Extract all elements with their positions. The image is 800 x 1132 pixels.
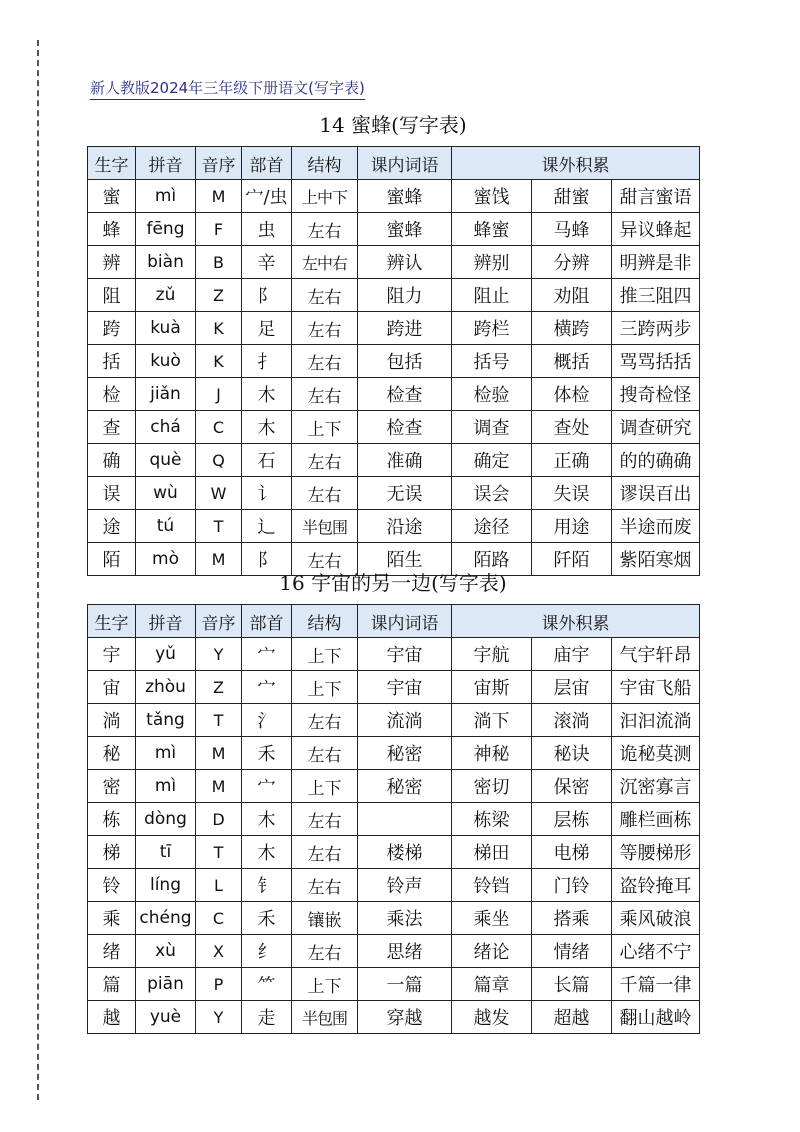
extra-word-cell: 层宙 xyxy=(532,671,612,704)
extra-word-cell: 淌下 xyxy=(452,704,532,737)
extra-idiom-cell: 宇宙飞船 xyxy=(612,671,700,704)
pinyin-cell: mì xyxy=(136,770,196,803)
header-extra: 课外积累 xyxy=(452,147,700,180)
pinyin-cell: chéng xyxy=(136,902,196,935)
header-structure: 结构 xyxy=(292,605,358,638)
structure-cell: 左右 xyxy=(292,477,358,510)
table-row xyxy=(88,345,700,378)
index-cell: Z xyxy=(196,279,242,312)
structure-cell: 上下 xyxy=(292,638,358,671)
char-cell: 蜜 xyxy=(88,180,136,213)
table-row xyxy=(88,246,700,279)
extra-word-cell: 括号 xyxy=(452,345,532,378)
extra-word-cell: 宙斯 xyxy=(452,671,532,704)
table-row xyxy=(88,671,700,704)
index-cell: W xyxy=(196,477,242,510)
radical-cell: 钅 xyxy=(242,869,292,902)
index-cell: T xyxy=(196,510,242,543)
structure-cell: 左右 xyxy=(292,803,358,836)
pinyin-cell: mì xyxy=(136,180,196,213)
index-cell: K xyxy=(196,312,242,345)
index-cell: F xyxy=(196,213,242,246)
table-header-row xyxy=(88,147,700,180)
extra-word-cell: 庙宇 xyxy=(532,638,612,671)
table-row xyxy=(88,213,700,246)
extra-word-cell: 调查 xyxy=(452,411,532,444)
table-row xyxy=(88,180,700,213)
extra-idiom-cell: 盗铃掩耳 xyxy=(612,869,700,902)
char-cell: 途 xyxy=(88,510,136,543)
extra-word-cell: 用途 xyxy=(532,510,612,543)
structure-cell: 左中右 xyxy=(292,246,358,279)
radical-cell: 虫 xyxy=(242,213,292,246)
table-row xyxy=(88,510,700,543)
extra-word-cell: 情绪 xyxy=(532,935,612,968)
table-row xyxy=(88,704,700,737)
index-cell: M xyxy=(196,737,242,770)
extra-word-cell: 门铃 xyxy=(532,869,612,902)
lesson-16-table xyxy=(87,604,700,1034)
header-structure: 结构 xyxy=(292,147,358,180)
structure-cell: 左右 xyxy=(292,935,358,968)
in-class-word-cell: 流淌 xyxy=(358,704,452,737)
table-row xyxy=(88,770,700,803)
in-class-word-cell: 检查 xyxy=(358,411,452,444)
structure-cell: 左右 xyxy=(292,543,358,576)
header-char: 生字 xyxy=(88,147,136,180)
lesson-14-table xyxy=(87,146,700,576)
extra-idiom-cell: 骂骂括括 xyxy=(612,345,700,378)
index-cell: T xyxy=(196,836,242,869)
extra-idiom-cell: 诡秘莫测 xyxy=(612,737,700,770)
table-row xyxy=(88,312,700,345)
structure-cell: 左右 xyxy=(292,737,358,770)
extra-word-cell: 绪论 xyxy=(452,935,532,968)
pinyin-cell: mò xyxy=(136,543,196,576)
structure-cell: 上下 xyxy=(292,671,358,704)
extra-word-cell: 铃铛 xyxy=(452,869,532,902)
index-cell: M xyxy=(196,543,242,576)
table-row xyxy=(88,638,700,671)
radical-cell: 宀 xyxy=(242,638,292,671)
extra-idiom-cell: 气宇轩昂 xyxy=(612,638,700,671)
structure-cell: 上下 xyxy=(292,411,358,444)
radical-cell: 宀/虫 xyxy=(242,180,292,213)
in-class-word-cell: 楼梯 xyxy=(358,836,452,869)
index-cell: D xyxy=(196,803,242,836)
extra-word-cell: 长篇 xyxy=(532,968,612,1001)
pinyin-cell: kuò xyxy=(136,345,196,378)
in-class-word-cell: 陌生 xyxy=(358,543,452,576)
in-class-word-cell: 蜜蜂 xyxy=(358,180,452,213)
extra-word-cell: 栋梁 xyxy=(452,803,532,836)
header-char: 生字 xyxy=(88,605,136,638)
in-class-word-cell: 一篇 xyxy=(358,968,452,1001)
extra-word-cell: 梯田 xyxy=(452,836,532,869)
in-class-word-cell: 乘法 xyxy=(358,902,452,935)
char-cell: 篇 xyxy=(88,968,136,1001)
index-cell: B xyxy=(196,246,242,279)
pinyin-cell: zǔ xyxy=(136,279,196,312)
char-cell: 跨 xyxy=(88,312,136,345)
extra-word-cell: 劝阻 xyxy=(532,279,612,312)
radical-cell: 辛 xyxy=(242,246,292,279)
char-cell: 密 xyxy=(88,770,136,803)
extra-word-cell: 误会 xyxy=(452,477,532,510)
extra-idiom-cell: 三跨两步 xyxy=(612,312,700,345)
index-cell: Z xyxy=(196,671,242,704)
index-cell: C xyxy=(196,411,242,444)
pinyin-cell: tǎng xyxy=(136,704,196,737)
char-cell: 查 xyxy=(88,411,136,444)
in-class-word-cell: 跨进 xyxy=(358,312,452,345)
pinyin-cell: tī xyxy=(136,836,196,869)
index-cell: J xyxy=(196,378,242,411)
table-header-row xyxy=(88,605,700,638)
index-cell: Q xyxy=(196,444,242,477)
extra-word-cell: 跨栏 xyxy=(452,312,532,345)
char-cell: 栋 xyxy=(88,803,136,836)
lesson-14-title: 14 蜜蜂(写字表) xyxy=(319,113,467,137)
extra-word-cell: 滚淌 xyxy=(532,704,612,737)
pinyin-cell: xù xyxy=(136,935,196,968)
index-cell: T xyxy=(196,704,242,737)
radical-cell: 阝 xyxy=(242,279,292,312)
extra-word-cell: 阻止 xyxy=(452,279,532,312)
in-class-word-cell: 秘密 xyxy=(358,737,452,770)
index-cell: C xyxy=(196,902,242,935)
in-class-word-cell: 包括 xyxy=(358,345,452,378)
char-cell: 秘 xyxy=(88,737,136,770)
char-cell: 淌 xyxy=(88,704,136,737)
pinyin-cell: dòng xyxy=(136,803,196,836)
lesson-16-title: 16 宇宙的另一边(写字表) xyxy=(279,571,507,595)
in-class-word-cell xyxy=(358,803,452,836)
radical-cell: 木 xyxy=(242,411,292,444)
in-class-word-cell: 宇宙 xyxy=(358,671,452,704)
radical-cell: 禾 xyxy=(242,737,292,770)
extra-word-cell: 蜜饯 xyxy=(452,180,532,213)
table-row xyxy=(88,411,700,444)
structure-cell: 上中下 xyxy=(292,180,358,213)
pinyin-cell: zhòu xyxy=(136,671,196,704)
char-cell: 辨 xyxy=(88,246,136,279)
radical-cell: 扌 xyxy=(242,345,292,378)
in-class-word-cell: 检查 xyxy=(358,378,452,411)
header-radical: 部首 xyxy=(242,147,292,180)
char-cell: 宙 xyxy=(88,671,136,704)
structure-cell: 左右 xyxy=(292,312,358,345)
structure-cell: 左右 xyxy=(292,869,358,902)
extra-idiom-cell: 沉密寡言 xyxy=(612,770,700,803)
extra-word-cell: 宇航 xyxy=(452,638,532,671)
structure-cell: 左右 xyxy=(292,444,358,477)
radical-cell: 氵 xyxy=(242,704,292,737)
extra-idiom-cell: 翻山越岭 xyxy=(612,1001,700,1034)
pinyin-cell: yuè xyxy=(136,1001,196,1034)
char-cell: 梯 xyxy=(88,836,136,869)
radical-cell: 宀 xyxy=(242,671,292,704)
pinyin-cell: mì xyxy=(136,737,196,770)
extra-word-cell: 陌路 xyxy=(452,543,532,576)
pinyin-cell: kuà xyxy=(136,312,196,345)
extra-word-cell: 越发 xyxy=(452,1001,532,1034)
radical-cell: 石 xyxy=(242,444,292,477)
in-class-word-cell: 辨认 xyxy=(358,246,452,279)
extra-idiom-cell: 搜奇检怪 xyxy=(612,378,700,411)
char-cell: 蜂 xyxy=(88,213,136,246)
in-class-word-cell: 阻力 xyxy=(358,279,452,312)
index-cell: K xyxy=(196,345,242,378)
extra-idiom-cell: 千篇一律 xyxy=(612,968,700,1001)
extra-idiom-cell: 推三阻四 xyxy=(612,279,700,312)
extra-word-cell: 甜蜜 xyxy=(532,180,612,213)
radical-cell: 纟 xyxy=(242,935,292,968)
table-row xyxy=(88,477,700,510)
extra-word-cell: 辨别 xyxy=(452,246,532,279)
extra-word-cell: 层栋 xyxy=(532,803,612,836)
index-cell: Y xyxy=(196,1001,242,1034)
index-cell: P xyxy=(196,968,242,1001)
pinyin-cell: fēng xyxy=(136,213,196,246)
extra-word-cell: 查处 xyxy=(532,411,612,444)
extra-idiom-cell: 异议蜂起 xyxy=(612,213,700,246)
table-row xyxy=(88,1001,700,1034)
in-class-word-cell: 宇宙 xyxy=(358,638,452,671)
structure-cell: 左右 xyxy=(292,279,358,312)
structure-cell: 左右 xyxy=(292,836,358,869)
header-in-class: 课内词语 xyxy=(358,147,452,180)
radical-cell: 阝 xyxy=(242,543,292,576)
char-cell: 铃 xyxy=(88,869,136,902)
radical-cell: ⺮ xyxy=(242,968,292,1001)
table-row xyxy=(88,935,700,968)
in-class-word-cell: 蜜蜂 xyxy=(358,213,452,246)
radical-cell: 木 xyxy=(242,378,292,411)
in-class-word-cell: 准确 xyxy=(358,444,452,477)
char-cell: 误 xyxy=(88,477,136,510)
structure-cell: 左右 xyxy=(292,345,358,378)
pinyin-cell: què xyxy=(136,444,196,477)
extra-idiom-cell: 心绪不宁 xyxy=(612,935,700,968)
extra-idiom-cell: 雕栏画栋 xyxy=(612,803,700,836)
index-cell: X xyxy=(196,935,242,968)
char-cell: 宇 xyxy=(88,638,136,671)
header-index: 音序 xyxy=(196,147,242,180)
extra-idiom-cell: 谬误百出 xyxy=(612,477,700,510)
extra-word-cell: 检验 xyxy=(452,378,532,411)
table-row xyxy=(88,869,700,902)
structure-cell: 左右 xyxy=(292,213,358,246)
extra-idiom-cell: 半途而废 xyxy=(612,510,700,543)
index-cell: M xyxy=(196,180,242,213)
structure-cell: 左右 xyxy=(292,378,358,411)
header-radical: 部首 xyxy=(242,605,292,638)
extra-word-cell: 电梯 xyxy=(532,836,612,869)
char-cell: 陌 xyxy=(88,543,136,576)
in-class-word-cell: 思绪 xyxy=(358,935,452,968)
extra-idiom-cell: 汩汩流淌 xyxy=(612,704,700,737)
extra-idiom-cell: 明辨是非 xyxy=(612,246,700,279)
index-cell: L xyxy=(196,869,242,902)
extra-word-cell: 确定 xyxy=(452,444,532,477)
header-index: 音序 xyxy=(196,605,242,638)
extra-word-cell: 神秘 xyxy=(452,737,532,770)
extra-word-cell: 概括 xyxy=(532,345,612,378)
table-row xyxy=(88,968,700,1001)
extra-word-cell: 途径 xyxy=(452,510,532,543)
extra-word-cell: 保密 xyxy=(532,770,612,803)
radical-cell: 讠 xyxy=(242,477,292,510)
document-header: 新人教版2024年三年级下册语文(写字表) xyxy=(90,78,365,100)
extra-word-cell: 密切 xyxy=(452,770,532,803)
extra-idiom-cell: 乘风破浪 xyxy=(612,902,700,935)
extra-idiom-cell: 紫陌寒烟 xyxy=(612,543,700,576)
extra-word-cell: 阡陌 xyxy=(532,543,612,576)
extra-word-cell: 篇章 xyxy=(452,968,532,1001)
extra-word-cell: 蜂蜜 xyxy=(452,213,532,246)
extra-word-cell: 马蜂 xyxy=(532,213,612,246)
structure-cell: 半包围 xyxy=(292,1001,358,1034)
header-pinyin: 拼音 xyxy=(136,147,196,180)
in-class-word-cell: 铃声 xyxy=(358,869,452,902)
structure-cell: 上下 xyxy=(292,770,358,803)
char-cell: 确 xyxy=(88,444,136,477)
radical-cell: 木 xyxy=(242,803,292,836)
radical-cell: 禾 xyxy=(242,902,292,935)
header-extra: 课外积累 xyxy=(452,605,700,638)
extra-idiom-cell: 的的确确 xyxy=(612,444,700,477)
table-row xyxy=(88,836,700,869)
extra-word-cell: 体检 xyxy=(532,378,612,411)
radical-cell: 足 xyxy=(242,312,292,345)
index-cell: M xyxy=(196,770,242,803)
in-class-word-cell: 秘密 xyxy=(358,770,452,803)
radical-cell: 走 xyxy=(242,1001,292,1034)
radical-cell: 宀 xyxy=(242,770,292,803)
char-cell: 绪 xyxy=(88,935,136,968)
table-row xyxy=(88,737,700,770)
radical-cell: 木 xyxy=(242,836,292,869)
header-pinyin: 拼音 xyxy=(136,605,196,638)
pinyin-cell: biàn xyxy=(136,246,196,279)
pinyin-cell: tú xyxy=(136,510,196,543)
extra-word-cell: 搭乘 xyxy=(532,902,612,935)
extra-idiom-cell: 调查研究 xyxy=(612,411,700,444)
header-in-class: 课内词语 xyxy=(358,605,452,638)
pinyin-cell: jiǎn xyxy=(136,378,196,411)
extra-word-cell: 分辨 xyxy=(532,246,612,279)
table-row xyxy=(88,444,700,477)
table-row xyxy=(88,803,700,836)
extra-word-cell: 超越 xyxy=(532,1001,612,1034)
char-cell: 括 xyxy=(88,345,136,378)
pinyin-cell: piān xyxy=(136,968,196,1001)
pinyin-cell: líng xyxy=(136,869,196,902)
structure-cell: 上下 xyxy=(292,968,358,1001)
table-row xyxy=(88,902,700,935)
pinyin-cell: yǔ xyxy=(136,638,196,671)
extra-word-cell: 乘坐 xyxy=(452,902,532,935)
structure-cell: 半包围 xyxy=(292,510,358,543)
index-cell: Y xyxy=(196,638,242,671)
extra-word-cell: 横跨 xyxy=(532,312,612,345)
char-cell: 阻 xyxy=(88,279,136,312)
char-cell: 越 xyxy=(88,1001,136,1034)
in-class-word-cell: 无误 xyxy=(358,477,452,510)
pinyin-cell: wù xyxy=(136,477,196,510)
binding-margin-line xyxy=(37,40,39,1100)
table-row xyxy=(88,378,700,411)
in-class-word-cell: 穿越 xyxy=(358,1001,452,1034)
char-cell: 检 xyxy=(88,378,136,411)
in-class-word-cell: 沿途 xyxy=(358,510,452,543)
structure-cell: 镶嵌 xyxy=(292,902,358,935)
extra-word-cell: 秘诀 xyxy=(532,737,612,770)
extra-idiom-cell: 等腰梯形 xyxy=(612,836,700,869)
extra-idiom-cell: 甜言蜜语 xyxy=(612,180,700,213)
char-cell: 乘 xyxy=(88,902,136,935)
structure-cell: 左右 xyxy=(292,704,358,737)
extra-word-cell: 失误 xyxy=(532,477,612,510)
pinyin-cell: chá xyxy=(136,411,196,444)
radical-cell: 辶 xyxy=(242,510,292,543)
table-row xyxy=(88,279,700,312)
extra-word-cell: 正确 xyxy=(532,444,612,477)
